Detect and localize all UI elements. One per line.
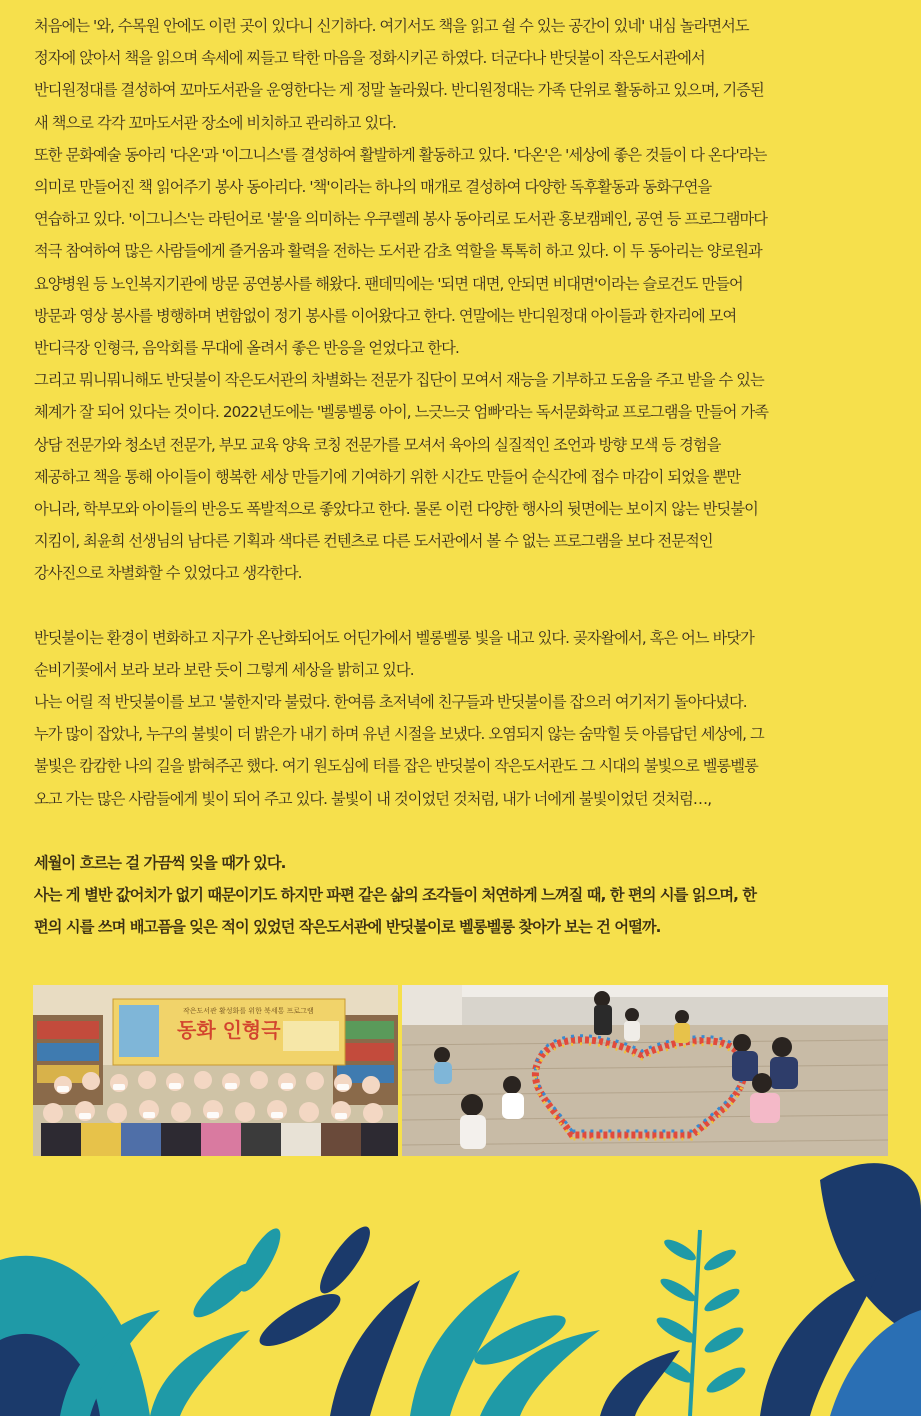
- banner-title: 동화 인형극: [177, 1018, 281, 1042]
- closing-paragraph: 사는 게 별반 값어치가 없기 때문이기도 하지만 파편 같은 삶의 조각들이 처연하게 느껴질 때, 한 편의 시를 읽으며, 한 편의 시를 쓰며 배고픔을 잊은 적이 있었던 작은도서관에 반딧불이로 벨롱벨롱 찾아가 보는 건 어떨까.: [34, 886, 757, 937]
- foliage-decoration: [0, 1090, 921, 1416]
- paragraph: 그리고 뭐니뭐니해도 반딧불이 작은도서관의 차별화는 전문가 집단이 모여서 재능을 기부하고 도움을 주고 받을 수 있는 체계가 잘 되어 있다는 것이다. 2022년도에는 '벨롱벨롱 아이, 느긋느긋 엄빠'라는 독서문화학교 프로그램을 만들어 가족 상담 전문가와 청소년 전문가, 부모 교육 양육 코칭 전문가를 모셔서 육아의 실질적인 조언과 방향 모색 등 경험을 제공하고 책을 통해 아이들이 행복한 세상 만들기에 기여하기 위한 시간도 만들어 순식간에 접수 마감이 되었을 뿐만 아니라, 학부모와 아이들의 반응도 폭발적으로 좋았다고 한다. 물론 이런 다양한 행사의 뒷면에는 보이지 않는 반딧불이 지킴이, 최윤희 선생님의 남다른 기획과 색다른 컨텐츠로 다른 도서관에서 볼 수 없는 프로그램을 보다 전문적인 강사진으로 차별화할 수 있었다고 생각한다.: [34, 371, 768, 583]
- paragraph: 반딧불이는 환경이 변화하고 지구가 온난화되어도 어딘가에서 벨롱벨롱 빛을 내고 있다. 곶자왈에서, 혹은 어느 바닷가 순비기꽃에서 보라 보라 보란 듯이 그렇게 세상을 밝히고 있다.: [34, 628, 754, 679]
- paragraph: 처음에는 '와, 수목원 안에도 이런 곳이 있다니 신기하다. 여기서도 책을 읽고 쉴 수 있는 공간이 있네' 내심 놀라면서도 정자에 앉아서 책을 읽으며 속세에 찌들고 탁한 마음을 정화시키곤 하였다. 더군다나 반딧불이 작은도서관에서 반디원정대를 결성하여 꼬마도서관을 운영한다는 게 정말 놀라웠다. 반디원정대는 가족 단위로 활동하고 있으며, 기증된 새 책으로 각각 꼬마도서관 장소에 비치하고 관리하고 있다.: [34, 17, 764, 132]
- paragraph: 나는 어릴 적 반딧불이를 보고 '불한지'라 불렀다. 한여름 초저녁에 친구들과 반딧불이를 잡으러 여기저기 돌아다녔다. 누가 많이 잡았나, 누구의 불빛이 더 밝은가 내기 하며 유년 시절을 보냈다. 오염되지 않는 숨막힐 듯 아름답던 세상에, 그 불빛은 캄캄한 나의 길을 밝혀주곤 했다. 여기 원도심에 터를 잡은 반딧불이 작은도서관도 그 시대의 불빛으로 벨롱벨롱 오고 가는 많은 사람들에게 빛이 되어 주고 있다. 불빛이 내 것이었던 것처럼, 내가 너에게 불빛이었던 것처럼…,: [34, 693, 764, 808]
- banner-subtitle: 작은도서관 활성화를 위한 북세통 프로그램: [183, 1007, 314, 1015]
- paragraph: 또한 문화예술 동아리 '다온'과 '이그니스'를 결성하여 활발하게 활동하고 있다. '다온'은 '세상에 좋은 것들이 다 온다'라는 의미로 만들어진 책 읽어주기 봉사 동아리다. '책'이라는 하나의 매개로 결성하여 다양한 독후활동과 동화구연을 연습하고 있다. '이그니스'는 라틴어로 '불'을 의미하는 우쿠렐레 봉사 동아리로 도서관 홍보캠페인, 공연 등 프로그램마다 적극 참여하여 많은 사람들에게 즐거움과 활력을 전하는 도서관 감초 역할을 톡톡히 하고 있다. 이 두 동아리는 양로원과 요양병원 등 노인복지기관에 방문 공연봉사를 해왔다. 팬데믹에는 '되면 대면, 안되면 비대면'이라는 슬로건도 만들어 방문과 영상 봉사를 병행하며 변함없이 정기 봉사를 이어왔다고 한다. 연말에는 반디원정대 아이들과 한자리에 모여 반디극장 인형극, 음악회를 무대에 올려서 좋은 반응을 얻었다고 한다.: [34, 145, 768, 358]
- closing-line: 세월이 흐르는 걸 가끔씩 잊을 때가 있다.: [34, 853, 286, 872]
- article-body: [34, 10, 886, 943]
